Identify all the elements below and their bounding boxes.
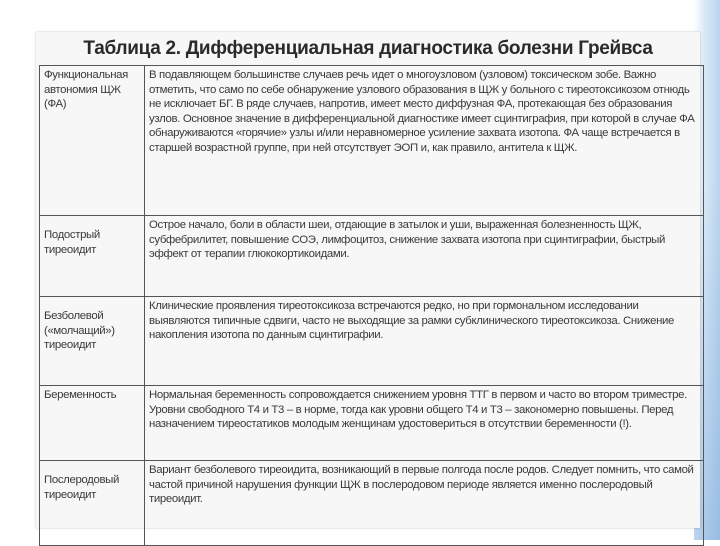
description-cell: Вариант безболевого тиреоидита, возникающий в первые полгода после родов. Следует помнить, что самой частой причиной нарушения функции ЩЖ в послеродовом периоде является именно послеродовый тиреоидит.	[145, 461, 704, 546]
table-row	[40, 216, 704, 297]
description-cell: Острое начало, боли в области шеи, отдающие в затылок и уши, выраженная болезненность ЩЖ, субфебрилитет, повышение СОЭ, лимфоцитоз, снижение захвата изотопа при сцинтиграфии, быстрый эффект от терапии глюкокортикоидами.	[145, 216, 704, 297]
page-title: Таблица 2. Дифференциальная диагностика болезни Грейвса	[83, 38, 653, 59]
table-row	[40, 386, 704, 461]
table-row	[40, 461, 704, 546]
table-row	[40, 297, 704, 386]
slide-top-band	[0, 0, 720, 22]
table-page	[36, 32, 700, 528]
table-row	[40, 66, 704, 216]
description-cell: Нормальная беременность сопровождается снижением уровня ТТГ в первом и часто во втором триместре. Уровни свободного T4 и T3 – в норме, тогда как уровни общего T4 и T3 – закономерно повышены. Перед назначением тиреостатиков молодым женщинам удостовериться в отсутствии беременности (!).	[145, 386, 704, 461]
condition-cell: Беременность	[40, 386, 145, 461]
condition-cell: Безболевой («молчащий») тиреоидит	[40, 297, 145, 386]
condition-cell: Функциональная автономия ЩЖ (ФА)	[40, 66, 145, 216]
differential-diagnosis-table	[39, 65, 704, 546]
condition-cell: Подострый тиреоидит	[40, 216, 145, 297]
description-cell: В подавляющем большинстве случаев речь идет о многоузловом (узловом) токсическом зобе. Важно отметить, что само по себе обнаружение узлового образования в ЩЖ у больного с тиреотоксикозом отнюдь не исключает БГ. В ряде случаев, напротив, имеет место диффузная ФА, протекающая без образования узлов. Основное значение в дифференциальной диагностике имеет сцинтиграфия, при которой в случае ФА обнаруживаются «горячие» узлы и/или неравномерное усиление захвата изотопа. ФА чаще встречается в старшей возрастной группе, при ней отсутствует ЭОП и, как правило, антитела к ЩЖ.	[145, 66, 704, 216]
condition-cell: Послеродовый тиреоидит	[40, 461, 145, 546]
description-cell: Клинические проявления тиреотоксикоза встречаются редко, но при гормональном исследовании выявляются типичные сдвиги, часто не выходящие за рамки субклинического тиреотоксикоза. Снижение накопления изотопа по данным сцинтиграфии.	[145, 297, 704, 386]
